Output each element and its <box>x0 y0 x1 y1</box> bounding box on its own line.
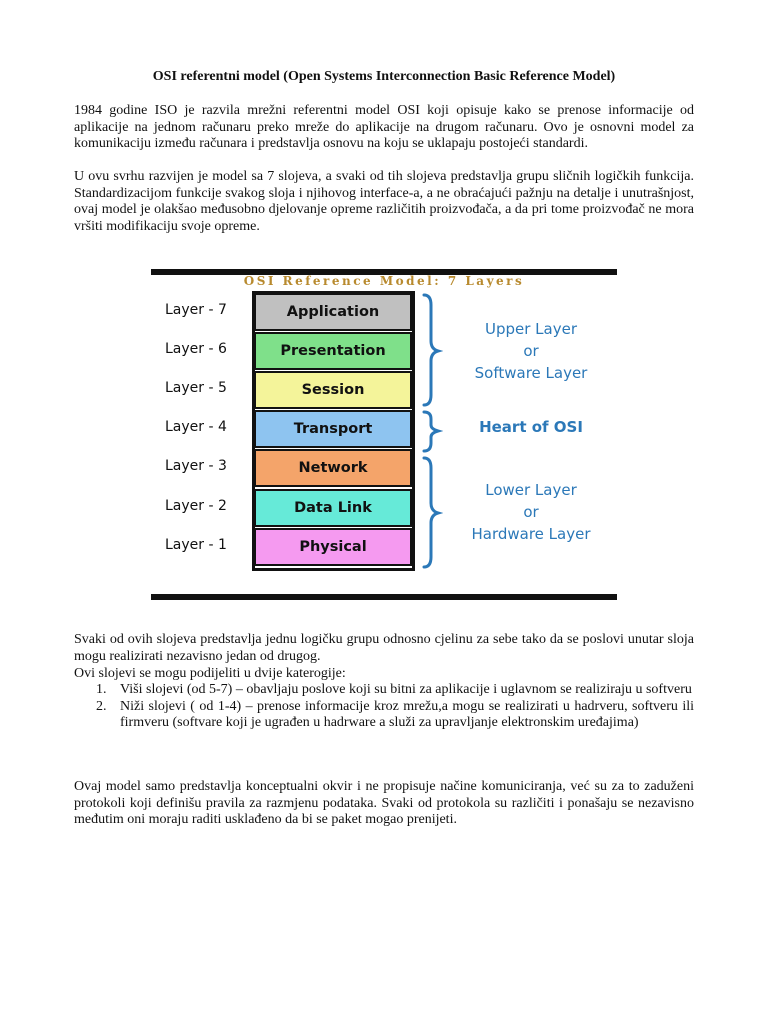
layer-label-6: Layer - 6 <box>165 341 227 357</box>
osi-diagram <box>151 269 617 600</box>
layer-label-5: Layer - 5 <box>165 380 227 396</box>
layer-session: Session <box>254 371 412 409</box>
paragraph-layer-groups: Svaki od ovih slojeva predstavlja jednu logičku grupu odnosno cjelinu za sebe tako da se poslovi unutar sloja mogu realizirati nezavisno jedan od drugog. <box>74 632 694 664</box>
layer-presentation: Presentation <box>254 332 412 370</box>
layer-application: Application <box>254 293 412 331</box>
layer-data-link: Data Link <box>254 489 412 527</box>
brace-icon <box>421 291 443 571</box>
layer-label-4: Layer - 4 <box>165 419 227 435</box>
list-item-text: Viši slojevi (od 5-7) – obavljaju poslove koji su bitni za aplikacije i uglavnom se realiziraju u softveru <box>120 682 692 697</box>
paragraph-seven-layers: U ovu svrhu razvijen je model sa 7 slojeva, a svaki od tih slojeva predstavlja grupu sličnih logičkih funkcija. Standardizacijom funkcije svakog sloja i njihovog interface-a, a ne obraćajući pažnju na detalje i unutrašnjost, ovaj model je olakšao međusobno djelovanje opreme različitih proizvođača, a da pri tome proizvođač ne mora vršiti modifikaciju svoje opreme. <box>74 169 694 234</box>
list-item-number: 1. <box>96 682 107 697</box>
layer-physical: Physical <box>254 528 412 566</box>
lower-layer-line-3: Hardware Layer <box>471 525 591 543</box>
list-item-text: Niži slojevi ( od 1-4) – prenose informacije kroz mrežu,a mogu se realizirati u hadrveru, softveru ili firmveru (softvare koji je ugrađen u hadrware a služi za upravljanje elektronskim uređajima) <box>120 698 694 730</box>
diagram-title: OSI Reference Model: 7 Layers <box>243 274 525 288</box>
list-item <box>74 682 694 699</box>
paragraph-intro: 1984 godine ISO je razvila mrežni referentni model OSI koji opisuje kako se prenose informacije od aplikacije na jednom računaru preko mreže do aplikacije na drugom računaru. Ovo je osnovni model za komunikaciju između računara i predstavlja osnovu na koju se uklapaju postojeći standardi. <box>74 103 694 151</box>
paragraph-conclusion: Ovaj model samo predstavlja konceptualni okvir i ne propisuje načine komuniciranja, već su za to zaduženi protokoli koji definišu pravila za razmjenu podataka. Svaki od protokola su različiti i ponašaju se nezavisno međutim oni moraju raditi usklađeno da bi se paket mogao prenijeti. <box>74 779 694 827</box>
layer-label-2: Layer - 2 <box>165 498 227 514</box>
list-item-number: 2. <box>96 698 107 714</box>
layer-label-1: Layer - 1 <box>165 537 227 553</box>
upper-layer-line-2: or <box>523 342 539 360</box>
upper-layer-label <box>451 318 611 384</box>
layer-label-7: Layer - 7 <box>165 302 227 318</box>
paragraph-categories: Ovi slojevi se mogu podijeliti u dvije katerogije: <box>74 666 346 681</box>
layer-transport: Transport <box>254 410 412 448</box>
list-item <box>74 699 694 732</box>
layer-label-3: Layer - 3 <box>165 458 227 474</box>
upper-layer-line-3: Software Layer <box>474 364 588 382</box>
lower-layer-line-2: or <box>523 503 539 521</box>
upper-layer-line-1: Upper Layer <box>484 320 577 338</box>
category-list <box>74 682 694 732</box>
diagram-bottom-border <box>151 594 617 600</box>
lower-layer-line-1: Lower Layer <box>485 481 577 499</box>
heart-of-osi-label: Heart of OSI <box>479 418 583 436</box>
layer-network: Network <box>254 449 412 487</box>
document-title: OSI referentni model (Open Systems Interconnection Basic Reference Model) <box>152 69 616 84</box>
lower-layer-label <box>451 479 611 545</box>
